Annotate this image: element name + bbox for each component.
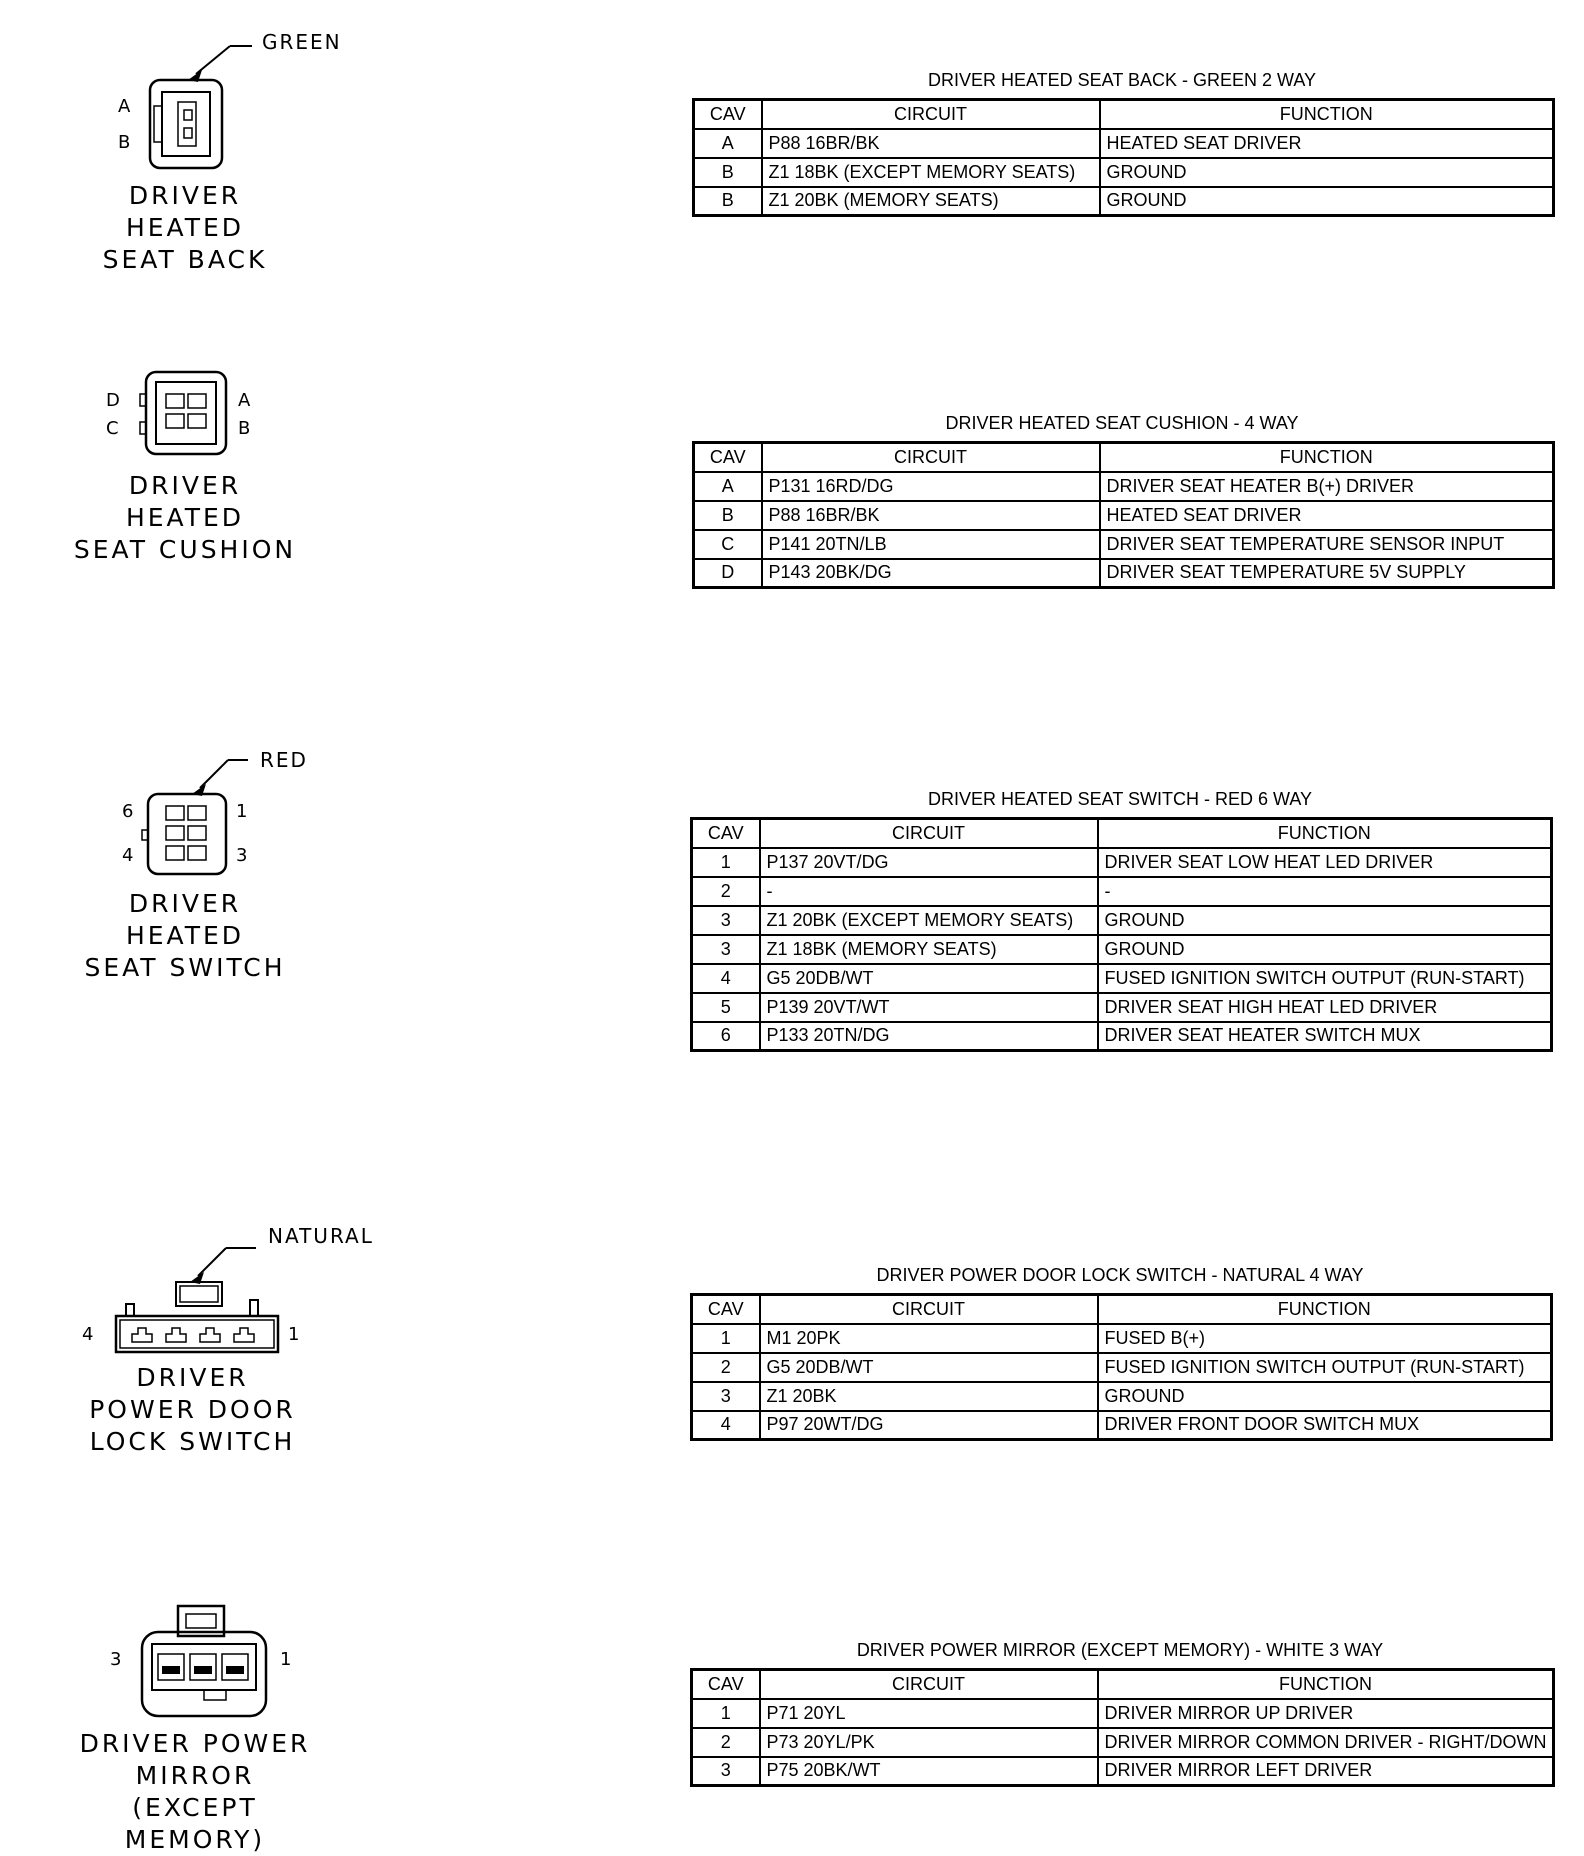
pin-label: A xyxy=(238,390,251,411)
cell-circuit: P139 20VT/WT xyxy=(760,993,1098,1022)
pin-label: A xyxy=(118,96,131,117)
cell-function: GROUND xyxy=(1098,1382,1552,1411)
pin-label: 1 xyxy=(288,1324,300,1345)
header-circuit: CIRCUIT xyxy=(760,1295,1098,1324)
cell-function: DRIVER MIRROR LEFT DRIVER xyxy=(1098,1757,1554,1786)
table-title: DRIVER POWER MIRROR (EXCEPT MEMORY) - WHITE 3 WAY xyxy=(856,1640,1384,1660)
header-circuit: CIRCUIT xyxy=(762,100,1100,129)
cell-circuit: Z1 20BK xyxy=(760,1382,1098,1411)
table-header-row xyxy=(692,819,1552,848)
pin-label: 4 xyxy=(122,845,134,866)
pin-label: B xyxy=(238,418,251,439)
cell-function: HEATED SEAT DRIVER xyxy=(1100,129,1554,158)
cell-cav: 2 xyxy=(692,877,760,906)
cell-circuit: P73 20YL/PK xyxy=(760,1728,1098,1757)
table-row xyxy=(694,530,1554,559)
header-function: FUNCTION xyxy=(1100,443,1554,472)
cell-function: FUSED IGNITION SWITCH OUTPUT (RUN-START) xyxy=(1098,1353,1552,1382)
connector-name: DRIVER HEATED SEAT SWITCH xyxy=(84,889,286,982)
pin-label: 4 xyxy=(82,1324,94,1345)
header-function: FUNCTION xyxy=(1098,819,1552,848)
cell-cav: 3 xyxy=(692,906,760,935)
table-title: DRIVER HEATED SEAT SWITCH - RED 6 WAY xyxy=(927,789,1313,809)
cell-function: DRIVER SEAT HEATER B(+) DRIVER xyxy=(1100,472,1554,501)
cell-circuit: Z1 18BK (MEMORY SEATS) xyxy=(760,935,1098,964)
table-header-row xyxy=(694,100,1554,129)
cell-function: GROUND xyxy=(1100,187,1554,216)
table-row xyxy=(692,1382,1552,1411)
header-cav: CAV xyxy=(694,100,762,129)
cell-function: DRIVER SEAT HIGH HEAT LED DRIVER xyxy=(1098,993,1552,1022)
cell-cav: 1 xyxy=(692,1699,760,1728)
table-row xyxy=(694,501,1554,530)
connector-color-label: NATURAL xyxy=(268,1224,374,1248)
connector-name: DRIVER POWER MIRROR (EXCEPT MEMORY) xyxy=(79,1729,311,1854)
connector-name: DRIVER HEATED SEAT BACK xyxy=(102,181,268,274)
cell-cav: 3 xyxy=(692,1757,760,1786)
table-title: DRIVER HEATED SEAT BACK - GREEN 2 WAY xyxy=(927,70,1317,90)
cell-circuit: Z1 20BK (EXCEPT MEMORY SEATS) xyxy=(760,906,1098,935)
header-circuit: CIRCUIT xyxy=(760,819,1098,848)
cell-circuit: Z1 18BK (EXCEPT MEMORY SEATS) xyxy=(762,158,1100,187)
cell-function: DRIVER SEAT HEATER SWITCH MUX xyxy=(1098,1022,1552,1051)
cell-cav: 2 xyxy=(692,1728,760,1757)
cell-circuit: M1 20PK xyxy=(760,1324,1098,1353)
cell-function: DRIVER MIRROR COMMON DRIVER - RIGHT/DOWN xyxy=(1098,1728,1554,1757)
cell-cav: B xyxy=(694,501,762,530)
table-title: DRIVER HEATED SEAT CUSHION - 4 WAY xyxy=(945,413,1299,433)
cell-cav: 1 xyxy=(692,1324,760,1353)
cell-circuit: - xyxy=(760,877,1098,906)
cell-cav: B xyxy=(694,158,762,187)
cell-circuit: P141 20TN/LB xyxy=(762,530,1100,559)
cell-function: GROUND xyxy=(1098,935,1552,964)
header-cav: CAV xyxy=(692,1295,760,1324)
cell-function: DRIVER MIRROR UP DRIVER xyxy=(1098,1699,1554,1728)
header-circuit: CIRCUIT xyxy=(762,443,1100,472)
header-cav: CAV xyxy=(694,443,762,472)
pin-label: 3 xyxy=(236,845,248,866)
two-way-connector-icon xyxy=(140,40,340,180)
table-row xyxy=(692,964,1552,993)
cell-cav: 3 xyxy=(692,1382,760,1411)
table-row xyxy=(692,1728,1554,1757)
three-way-mirror-connector-icon xyxy=(132,1600,282,1720)
table-header-row xyxy=(692,1295,1552,1324)
table-row xyxy=(692,848,1552,877)
cell-circuit: P88 16BR/BK xyxy=(762,501,1100,530)
cell-function: DRIVER SEAT LOW HEAT LED DRIVER xyxy=(1098,848,1552,877)
pin-label: D xyxy=(106,390,120,411)
cell-cav: D xyxy=(694,559,762,588)
table-header-row xyxy=(694,443,1554,472)
cell-circuit: P143 20BK/DG xyxy=(762,559,1100,588)
cavity-table xyxy=(692,441,1555,589)
table-row xyxy=(694,559,1554,588)
cell-circuit: P71 20YL xyxy=(760,1699,1098,1728)
cell-circuit: P137 20VT/DG xyxy=(760,848,1098,877)
table-row xyxy=(692,1411,1552,1440)
header-circuit: CIRCUIT xyxy=(760,1670,1098,1699)
cell-function: DRIVER SEAT TEMPERATURE 5V SUPPLY xyxy=(1100,559,1554,588)
table-row xyxy=(692,877,1552,906)
four-way-connector-icon xyxy=(136,368,256,458)
table-row xyxy=(694,187,1554,216)
cavity-table xyxy=(690,1293,1553,1441)
pin-label: 6 xyxy=(122,801,134,822)
cell-circuit: P88 16BR/BK xyxy=(762,129,1100,158)
cell-function: GROUND xyxy=(1100,158,1554,187)
table-row xyxy=(692,1699,1554,1728)
cell-cav: B xyxy=(694,187,762,216)
header-function: FUNCTION xyxy=(1100,100,1554,129)
cavity-table xyxy=(692,98,1555,217)
table-row xyxy=(692,1757,1554,1786)
cell-cav: 5 xyxy=(692,993,760,1022)
cell-circuit: P131 16RD/DG xyxy=(762,472,1100,501)
cell-circuit: P75 20BK/WT xyxy=(760,1757,1098,1786)
cavity-table xyxy=(690,1668,1555,1787)
pin-label: C xyxy=(106,418,119,439)
cell-cav: 4 xyxy=(692,964,760,993)
cell-cav: 3 xyxy=(692,935,760,964)
connector-color-label: GREEN xyxy=(262,30,342,54)
table-row xyxy=(694,129,1554,158)
table-row xyxy=(692,1353,1552,1382)
connector-color-label: RED xyxy=(260,748,308,772)
cell-circuit: P97 20WT/DG xyxy=(760,1411,1098,1440)
cell-cav: A xyxy=(694,129,762,158)
table-row xyxy=(694,158,1554,187)
cell-function: DRIVER SEAT TEMPERATURE SENSOR INPUT xyxy=(1100,530,1554,559)
pin-label: 1 xyxy=(280,1649,292,1670)
cell-function: DRIVER FRONT DOOR SWITCH MUX xyxy=(1098,1411,1552,1440)
header-cav: CAV xyxy=(692,1670,760,1699)
table-row xyxy=(692,1022,1552,1051)
connector-name: DRIVER POWER DOOR LOCK SWITCH xyxy=(89,1363,296,1456)
cavity-table xyxy=(690,817,1553,1052)
cell-function: FUSED IGNITION SWITCH OUTPUT (RUN-START) xyxy=(1098,964,1552,993)
cell-function: - xyxy=(1098,877,1552,906)
cell-cav: 6 xyxy=(692,1022,760,1051)
pin-label: 3 xyxy=(110,1649,122,1670)
cell-cav: 1 xyxy=(692,848,760,877)
cell-function: FUSED B(+) xyxy=(1098,1324,1552,1353)
pin-label: B xyxy=(118,132,131,153)
cell-circuit: G5 20DB/WT xyxy=(760,964,1098,993)
cell-circuit: Z1 20BK (MEMORY SEATS) xyxy=(762,187,1100,216)
pin-label: 1 xyxy=(236,801,248,822)
cell-cav: 2 xyxy=(692,1353,760,1382)
table-header-row xyxy=(692,1670,1554,1699)
cell-circuit: P133 20TN/DG xyxy=(760,1022,1098,1051)
header-function: FUNCTION xyxy=(1098,1670,1554,1699)
header-function: FUNCTION xyxy=(1098,1295,1552,1324)
cell-function: HEATED SEAT DRIVER xyxy=(1100,501,1554,530)
cell-cav: 4 xyxy=(692,1411,760,1440)
header-cav: CAV xyxy=(692,819,760,848)
table-row xyxy=(692,906,1552,935)
table-row xyxy=(692,935,1552,964)
table-row xyxy=(694,472,1554,501)
table-row xyxy=(692,993,1552,1022)
cell-function: GROUND xyxy=(1098,906,1552,935)
table-row xyxy=(692,1324,1552,1353)
cell-cav: C xyxy=(694,530,762,559)
cell-cav: A xyxy=(694,472,762,501)
table-title: DRIVER POWER DOOR LOCK SWITCH - NATURAL 4 WAY xyxy=(876,1265,1364,1285)
connector-name: DRIVER HEATED SEAT CUSHION xyxy=(73,471,297,564)
cell-circuit: G5 20DB/WT xyxy=(760,1353,1098,1382)
